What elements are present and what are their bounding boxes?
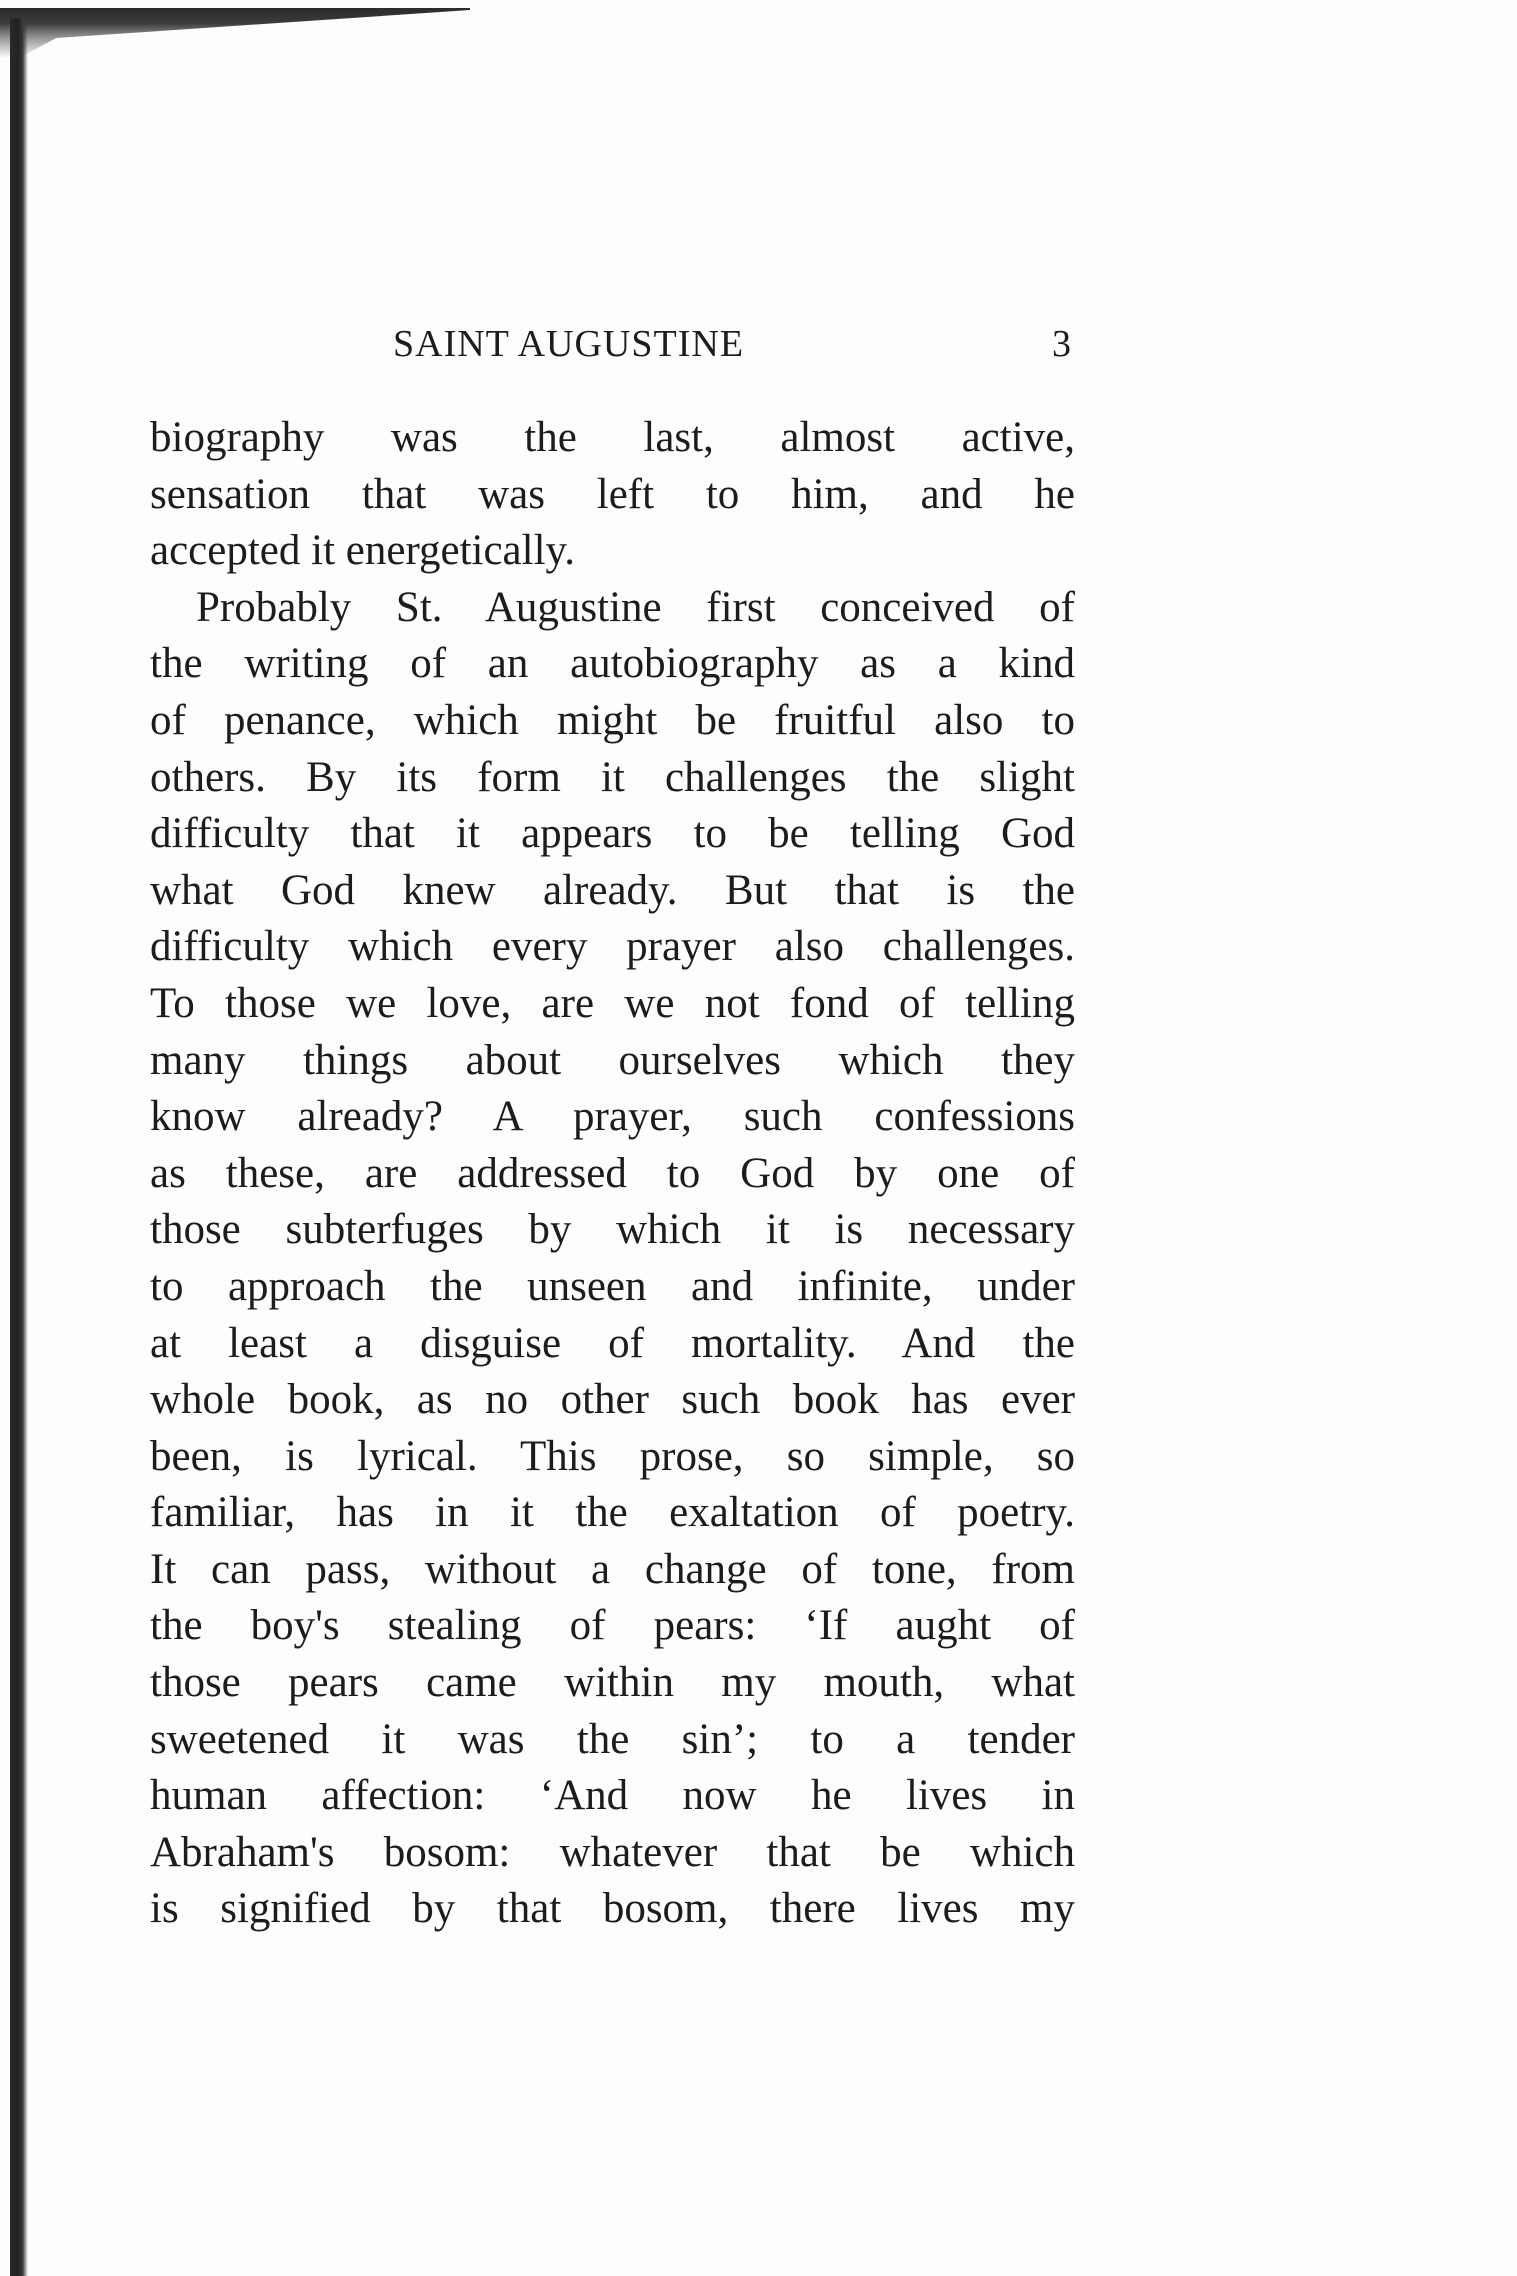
- text-line: Abraham's bosom: whatever that be which: [150, 1828, 1075, 1876]
- text-line: know already? A prayer, such confessions: [150, 1093, 1075, 1141]
- text-line: Probably St. Augustine first conceived of: [196, 583, 1075, 631]
- text-line: others. By its form it challenges the slight: [150, 753, 1075, 801]
- text-line: sensation that was left to him, and he: [150, 470, 1075, 518]
- text-line: what God knew already. But that is the: [150, 866, 1075, 914]
- body-text: [150, 410, 1075, 1938]
- page-binding-edge: [10, 18, 28, 2276]
- text-line: sweetened it was the sin’; to a tender: [150, 1715, 1075, 1763]
- text-line: familiar, has in it the exaltation of poetry.: [150, 1489, 1075, 1537]
- text-line: as these, are addressed to God by one of: [150, 1149, 1075, 1197]
- text-line: It can pass, without a change of tone, from: [150, 1545, 1075, 1593]
- text-line: whole book, as no other such book has ever: [150, 1376, 1075, 1424]
- text-line: the boy's stealing of pears: ‘If aught of: [150, 1602, 1075, 1650]
- text-line: is signified by that bosom, there lives my: [150, 1885, 1075, 1933]
- text-line: human affection: ‘And now he lives in: [150, 1772, 1075, 1820]
- text-line: to approach the unseen and infinite, under: [150, 1262, 1075, 1310]
- text-line: difficulty which every prayer also challenges.: [150, 923, 1075, 971]
- text-line: those subterfuges by which it is necessary: [150, 1206, 1075, 1254]
- text-line: at least a disguise of mortality. And the: [150, 1319, 1075, 1367]
- text-line: accepted it energetically.: [150, 527, 575, 575]
- running-title: SAINT AUGUSTINE: [393, 323, 745, 365]
- text-line: those pears came within my mouth, what: [150, 1659, 1075, 1707]
- text-line: the writing of an autobiography as a kind: [150, 640, 1075, 688]
- text-line: difficulty that it appears to be telling God: [150, 810, 1075, 858]
- page-number: 3: [1052, 323, 1072, 365]
- text-line: of penance, which might be fruitful also to: [150, 696, 1075, 744]
- text-line: many things about ourselves which they: [150, 1036, 1075, 1084]
- text-line: To those we love, are we not fond of telling: [150, 979, 1075, 1027]
- running-header: [150, 322, 1075, 378]
- page-binding-shadow-top: [0, 8, 470, 58]
- text-line: been, is lyrical. This prose, so simple, so: [150, 1432, 1075, 1480]
- text-line: biography was the last, almost active,: [150, 414, 1075, 461]
